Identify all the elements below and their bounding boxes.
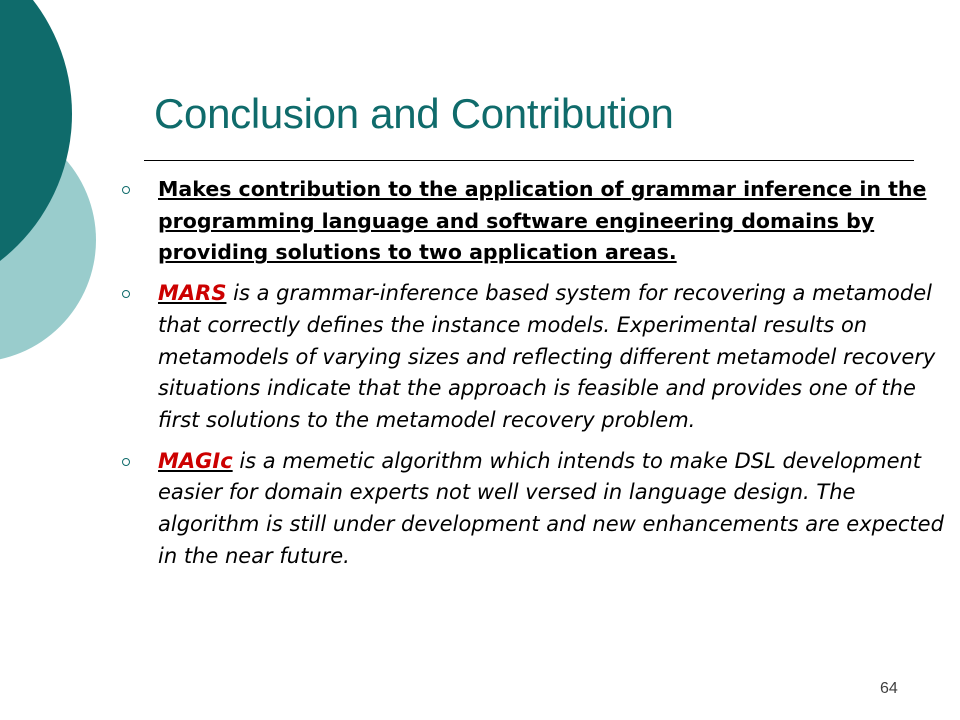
magic-paragraph <box>158 449 944 568</box>
page-number: 64 <box>880 680 898 697</box>
magic-term: MAGIc <box>158 448 233 473</box>
bullet-contribution <box>118 174 954 269</box>
mars-term: MARS <box>158 281 227 306</box>
bullet-list <box>118 174 954 572</box>
contribution-text: Makes contribution to the application of grammar inference in the programming language and software engineering domains by providing solutions to two application areas. <box>158 177 927 265</box>
hollow-circle-bullet-icon <box>122 458 130 466</box>
hollow-circle-bullet-icon <box>122 290 130 298</box>
title-underline-divider <box>144 160 914 161</box>
mars-description: is a grammar-inference based system for recovering a metamodel that correctly defines the instance models. Experimental results on metamodels of varying sizes and reflecting different metamodel recovery situations indicate that the approach is feasible and provides one of the first solutions to the metamodel recovery problem. <box>158 281 936 432</box>
mars-paragraph <box>158 281 935 432</box>
hollow-circle-bullet-icon <box>122 186 130 194</box>
bullet-mars <box>118 278 954 437</box>
magic-description: is a memetic algorithm which intends to make DSL development easier for domain experts not well versed in language design. The algorithm is still under development and new enhancements are expected in the near future. <box>158 448 944 568</box>
bullet-magic <box>118 446 954 573</box>
slide-title: Conclusion and Contribution <box>154 90 674 137</box>
